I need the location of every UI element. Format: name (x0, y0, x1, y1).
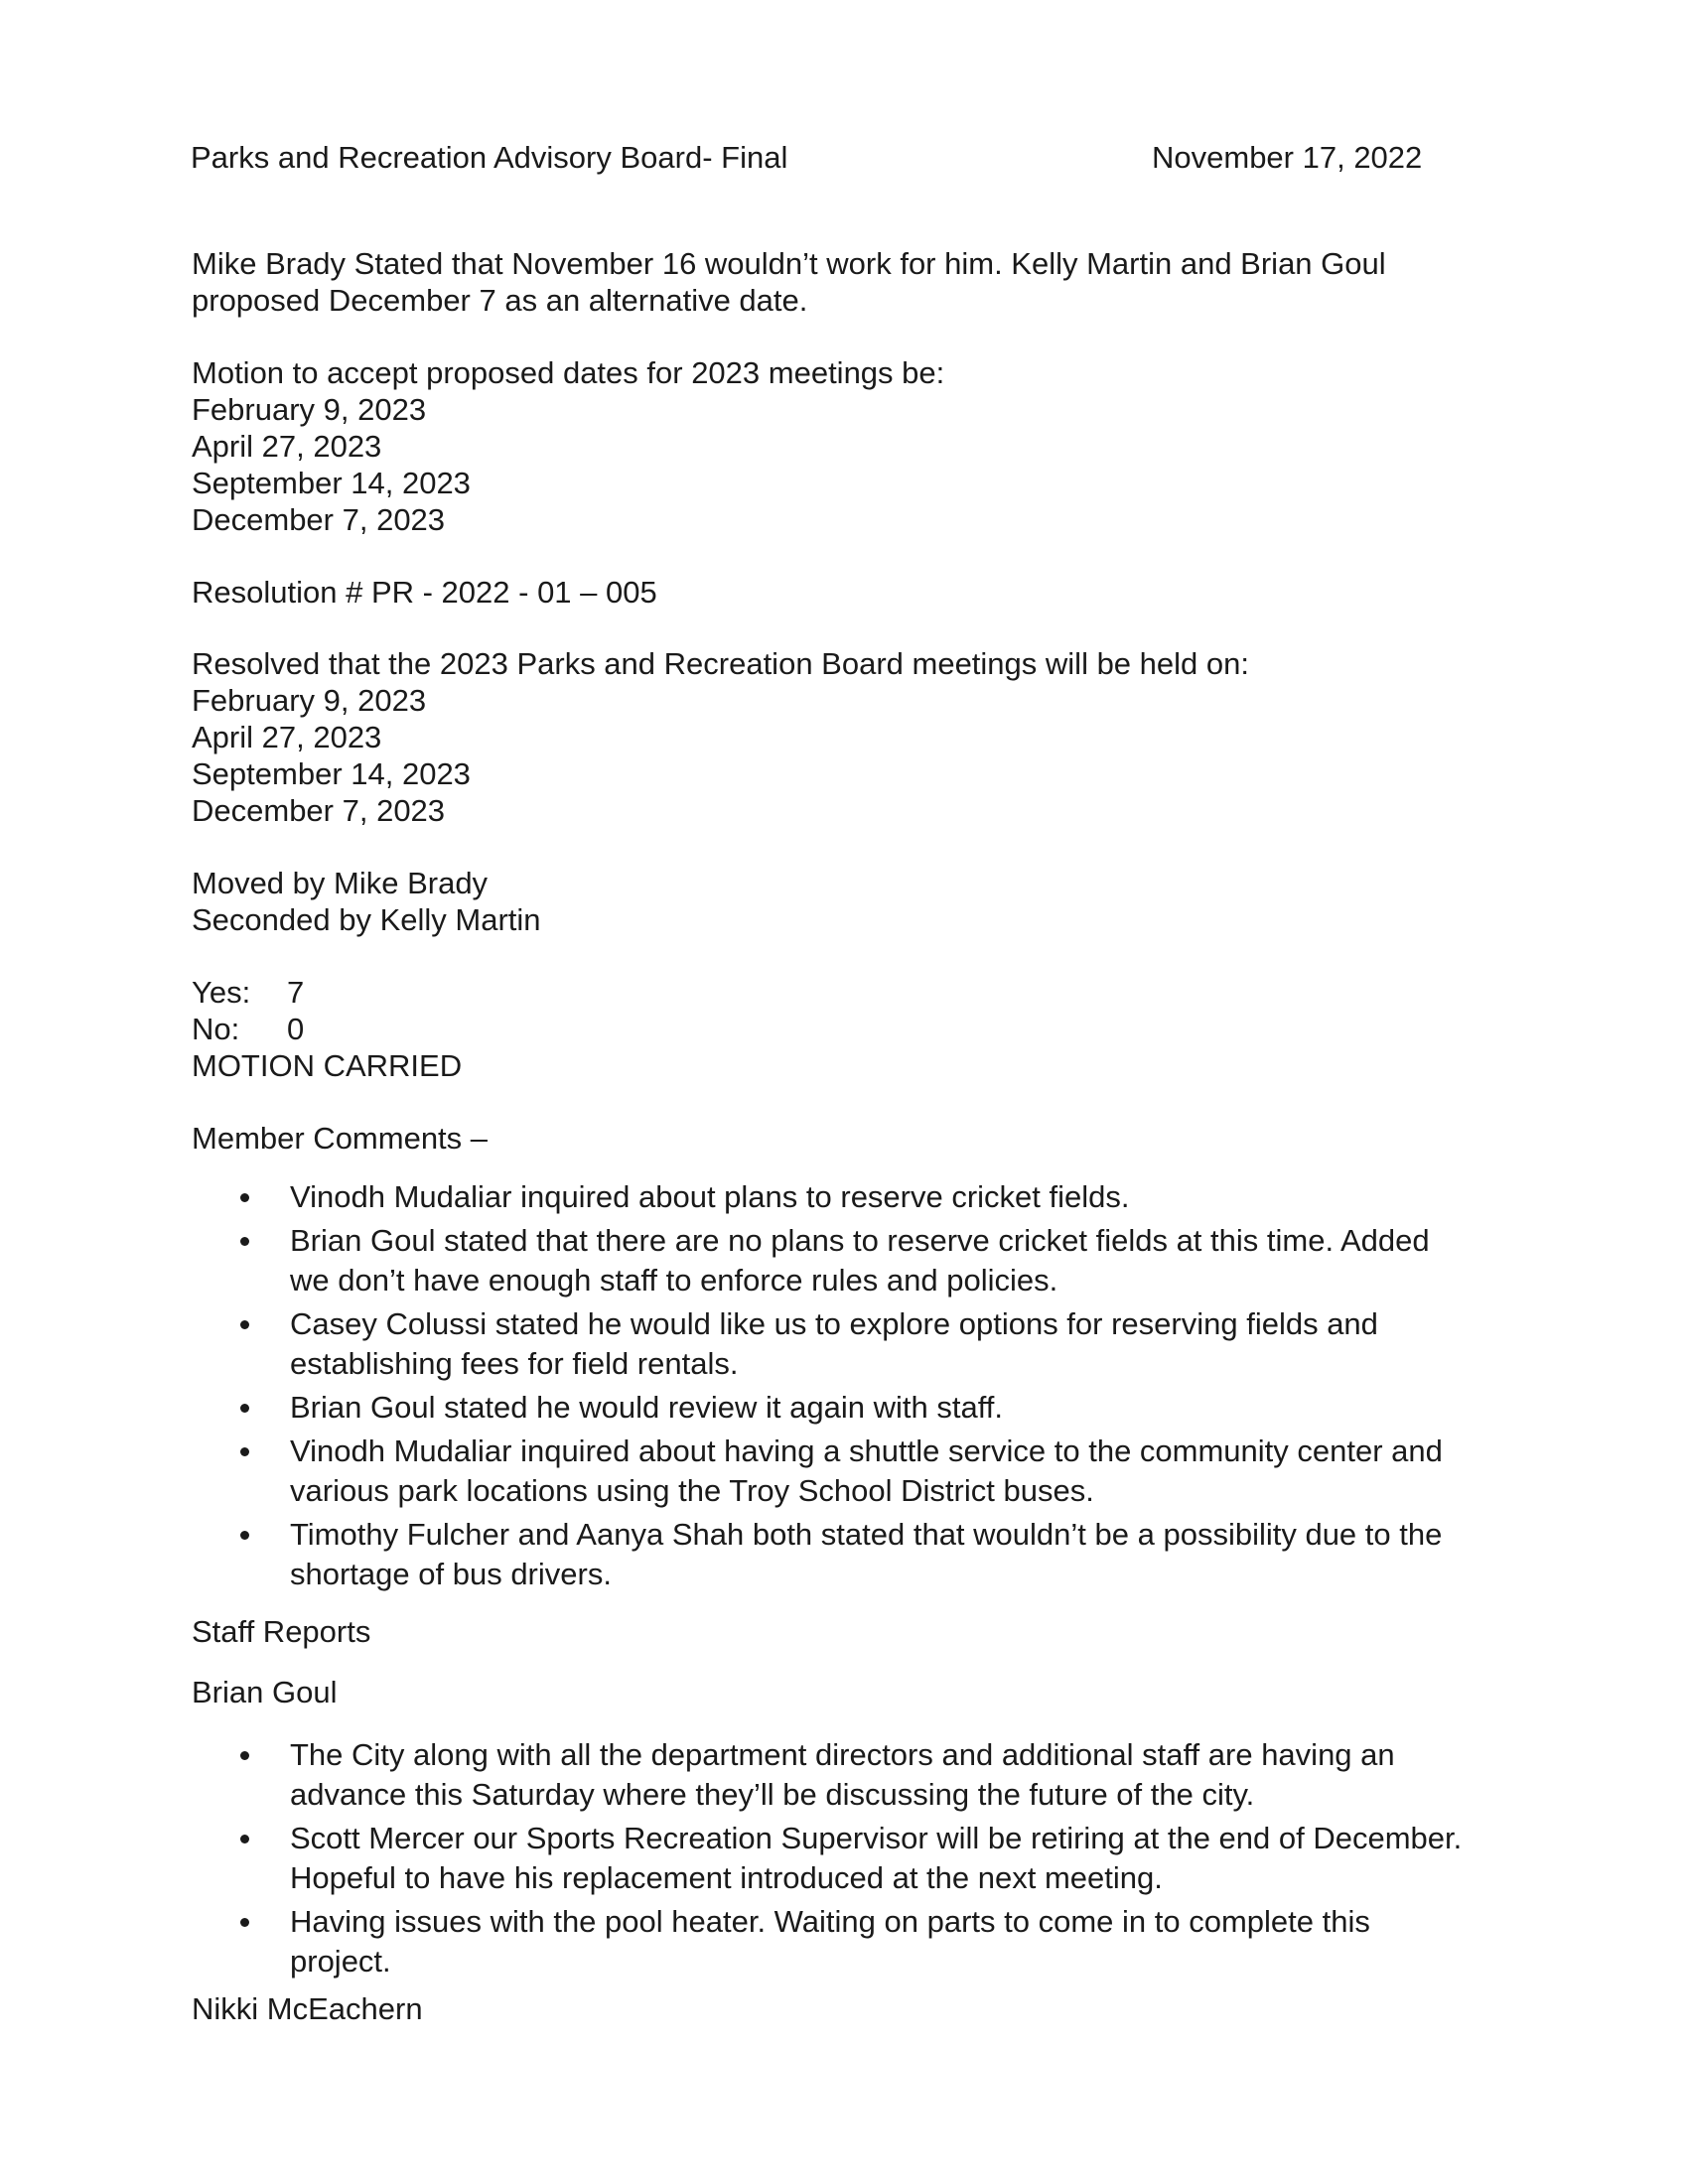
bullet-icon (240, 1447, 249, 1456)
brian-goul-report-list (191, 1735, 1521, 1985)
list-item (191, 1388, 1521, 1428)
bullet-icon (240, 1751, 249, 1760)
list-item-line: Brian Goul stated he would review it again with staff. (290, 1390, 1003, 1425)
staff-reports-heading: Staff Reports (192, 1614, 371, 1649)
vote-yes-value: 7 (287, 975, 305, 1010)
list-item-line: Brian Goul stated that there are no plans to reserve cricket fields at this time. Added (290, 1223, 1430, 1258)
page-header-title: Parks and Recreation Advisory Board- Final (191, 140, 788, 175)
bullet-icon (240, 1193, 249, 1202)
list-item-line: The City along with all the department directors and additional staff are having an (290, 1737, 1395, 1772)
motion-text: Motion to accept proposed dates for 2023 meetings be: (192, 355, 945, 390)
motion-block (192, 354, 1512, 538)
list-item-line: shortage of bus drivers. (290, 1557, 612, 1591)
list-item-line: Vinodh Mudaliar inquired about having a shuttle service to the community center and (290, 1433, 1443, 1468)
resolution-number: Resolution # PR - 2022 - 01 – 005 (192, 575, 657, 610)
resolution-date: April 27, 2023 (192, 720, 382, 754)
vote-yes-label: Yes: (192, 975, 251, 1010)
list-item-line: Vinodh Mudaliar inquired about plans to reserve cricket fields. (290, 1179, 1130, 1214)
resolution-block (192, 645, 1512, 829)
resolution-date: September 14, 2023 (192, 756, 471, 791)
list-item (191, 1221, 1521, 1300)
list-item-line: we don’t have enough staff to enforce rules and policies. (290, 1263, 1058, 1297)
motion-date: February 9, 2023 (192, 392, 427, 427)
resolution-text: Resolved that the 2023 Parks and Recreation Board meetings will be held on: (192, 646, 1249, 681)
seconded-by: Seconded by Kelly Martin (192, 902, 541, 937)
bullet-icon (240, 1237, 249, 1246)
member-comments-heading-block (192, 1120, 1512, 1157)
staff-reports-heading-block (192, 1613, 1512, 1650)
member-comments-heading: Member Comments – (192, 1121, 489, 1156)
list-item (191, 1902, 1521, 1981)
vote-block (192, 974, 1512, 1084)
intro-paragraph (192, 245, 1512, 319)
list-item-line: establishing fees for field rentals. (290, 1346, 739, 1381)
list-item-line: various park locations using the Troy School District buses. (290, 1473, 1094, 1508)
bullet-icon (240, 1835, 249, 1843)
motion-date: April 27, 2023 (192, 429, 382, 464)
bullet-icon (240, 1404, 249, 1413)
resolution-number-block (192, 574, 1512, 611)
list-item (191, 1177, 1521, 1217)
staff-name-block (192, 1674, 1512, 1710)
vote-no-row (192, 1011, 1512, 1047)
motion-date: September 14, 2023 (192, 466, 471, 500)
moved-by: Moved by Mike Brady (192, 866, 489, 900)
staff-name-nikki-mceachern: Nikki McEachern (192, 1991, 423, 2026)
list-item (191, 1735, 1521, 1815)
list-item-line: Scott Mercer our Sports Recreation Supervisor will be retiring at the end of December. (290, 1821, 1463, 1855)
list-item (191, 1432, 1521, 1511)
bullet-icon (240, 1320, 249, 1329)
bullet-icon (240, 1918, 249, 1927)
vote-no-label: No: (192, 1012, 240, 1046)
intro-line: Mike Brady Stated that November 16 wouldn’t work for him. Kelly Martin and Brian Goul (192, 246, 1386, 281)
intro-line: proposed December 7 as an alternative date. (192, 283, 808, 318)
member-comments-list (191, 1177, 1521, 1598)
motion-date: December 7, 2023 (192, 502, 446, 537)
staff-name-brian-goul: Brian Goul (192, 1675, 338, 1709)
bullet-icon (240, 1531, 249, 1540)
list-item (191, 1515, 1521, 1594)
list-item-line: advance this Saturday where they’ll be discussing the future of the city. (290, 1777, 1255, 1812)
list-item-line: Having issues with the pool heater. Waiting on parts to come in to complete this (290, 1904, 1370, 1939)
list-item (191, 1819, 1521, 1898)
vote-result: MOTION CARRIED (192, 1048, 463, 1083)
vote-yes-row (192, 974, 1512, 1011)
resolution-date: February 9, 2023 (192, 683, 427, 718)
list-item-line: Timothy Fulcher and Aanya Shah both stated that wouldn’t be a possibility due to the (290, 1517, 1443, 1552)
list-item-line: project. (290, 1944, 391, 1979)
list-item-line: Casey Colussi stated he would like us to explore options for reserving fields and (290, 1306, 1378, 1341)
list-item-line: Hopeful to have his replacement introduced at the next meeting. (290, 1860, 1163, 1895)
page-header-date: November 17, 2022 (1152, 140, 1423, 175)
list-item (191, 1304, 1521, 1384)
moved-block (192, 865, 1512, 938)
staff-name-block (192, 1990, 1512, 2027)
vote-no-value: 0 (287, 1012, 305, 1046)
resolution-date: December 7, 2023 (192, 793, 446, 828)
